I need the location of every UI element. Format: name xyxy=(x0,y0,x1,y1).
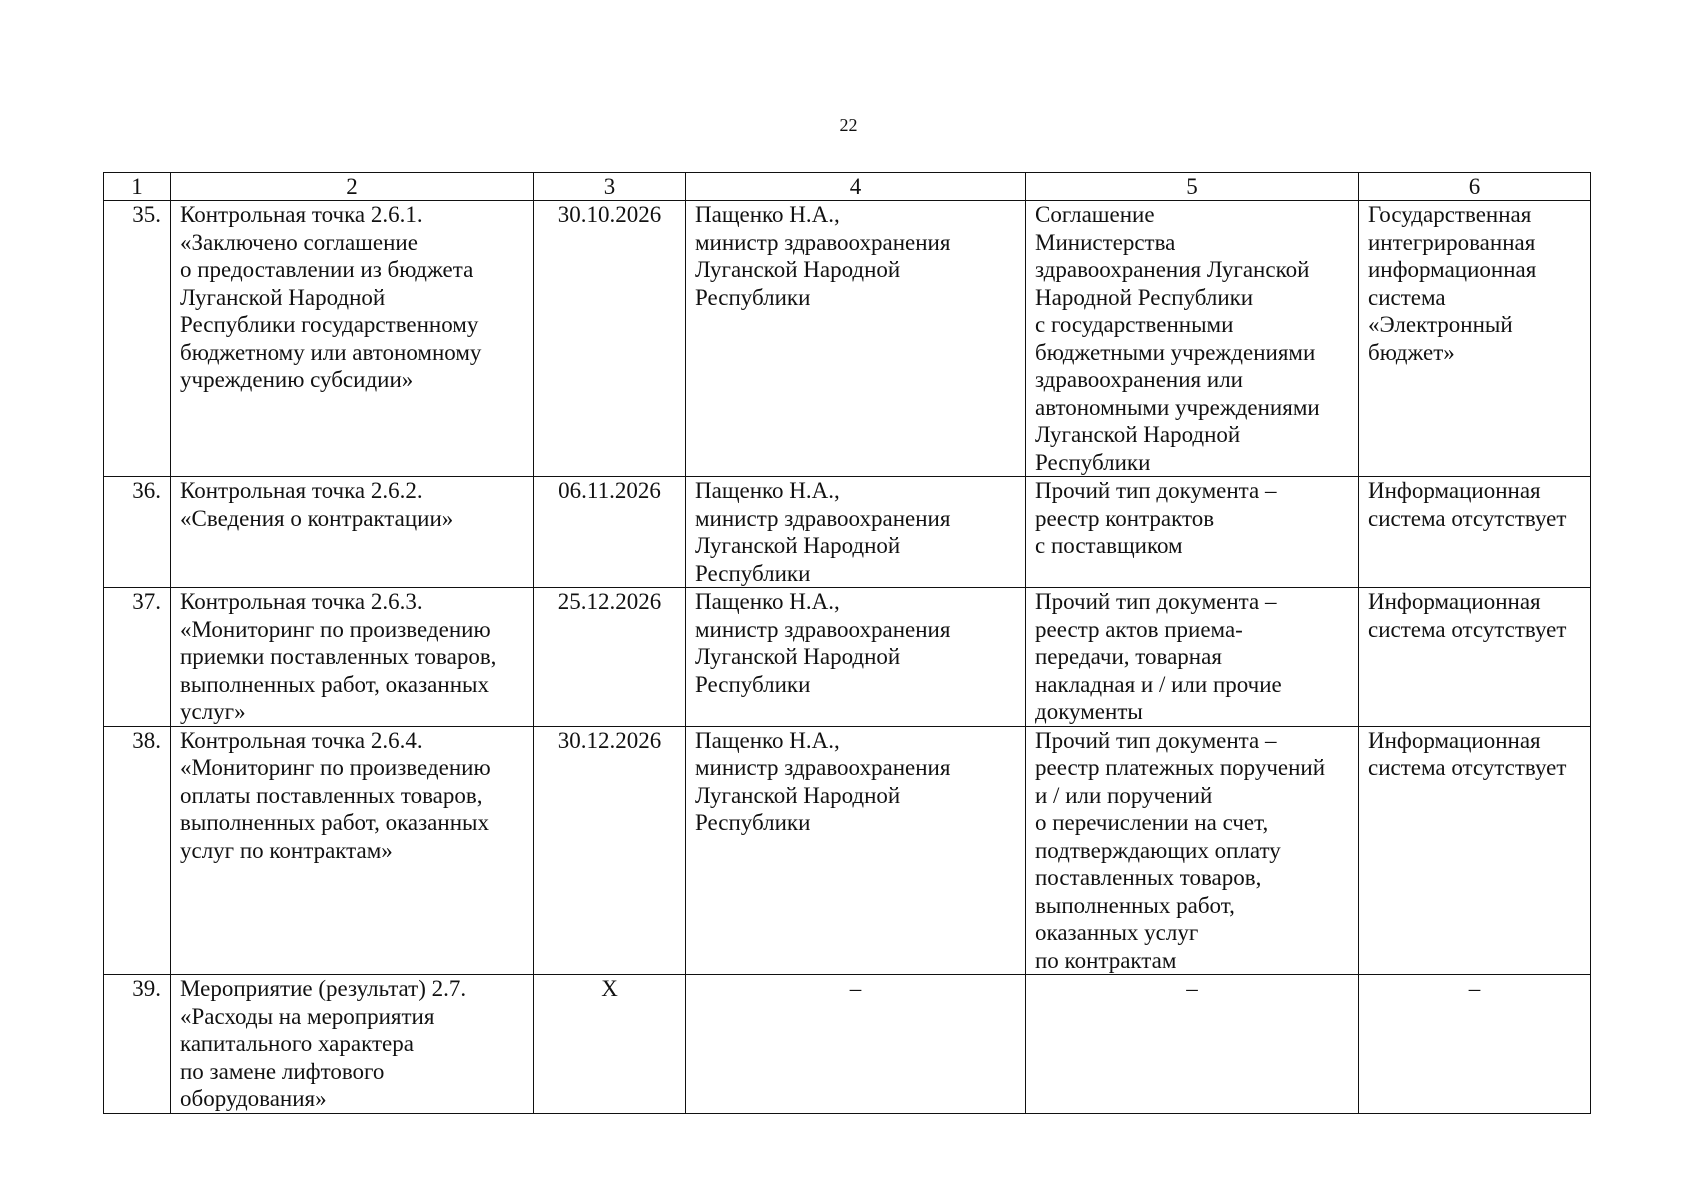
column-header-1: 1 xyxy=(104,173,171,201)
column-header-5: 5 xyxy=(1026,173,1359,201)
row-title: Контрольная точка 2.6.3. «Мониторинг по произведению приемки поставленных товаров, выполненных работ, оказанных услуг» xyxy=(171,588,534,727)
page-number: 22 xyxy=(839,115,858,135)
table-row xyxy=(104,588,1591,727)
row-system: Информационная система отсутствует xyxy=(1359,477,1591,588)
row-system: Информационная система отсутствует xyxy=(1359,726,1591,975)
row-title: Контрольная точка 2.6.2. «Сведения о контрактации» xyxy=(171,477,534,588)
row-document: Прочий тип документа – реестр актов приема- передачи, товарная накладная и / или прочие документы xyxy=(1026,588,1359,727)
row-responsible: Пащенко Н.А., министр здравоохранения Луганской Народной Республики xyxy=(686,201,1026,477)
row-date: 30.10.2026 xyxy=(534,201,686,477)
row-responsible: – xyxy=(686,975,1026,1114)
row-date: X xyxy=(534,975,686,1114)
control-points-table xyxy=(103,172,1591,1114)
table-row xyxy=(104,726,1591,975)
column-header-4: 4 xyxy=(686,173,1026,201)
row-number: 38. xyxy=(104,726,171,975)
row-system: Государственная интегрированная информационная система «Электронный бюджет» xyxy=(1359,201,1591,477)
row-date: 06.11.2026 xyxy=(534,477,686,588)
table-row xyxy=(104,201,1591,477)
row-title: Контрольная точка 2.6.1. «Заключено соглашение о предоставлении из бюджета Луганской Народной Республики государственному бюджетному или автономному учреждению субсидии» xyxy=(171,201,534,477)
table-row xyxy=(104,975,1591,1114)
row-document: – xyxy=(1026,975,1359,1114)
column-header-6: 6 xyxy=(1359,173,1591,201)
row-number: 35. xyxy=(104,201,171,477)
row-responsible: Пащенко Н.А., министр здравоохранения Луганской Народной Республики xyxy=(686,588,1026,727)
row-system: – xyxy=(1359,975,1591,1114)
row-number: 36. xyxy=(104,477,171,588)
row-document: Прочий тип документа – реестр платежных поручений и / или поручений о перечислении на счет, подтверждающих оплату поставленных товаров, выполненных работ, оказанных услуг по контрактам xyxy=(1026,726,1359,975)
row-number: 37. xyxy=(104,588,171,727)
row-document: Соглашение Министерства здравоохранения Луганской Народной Республики с государственными бюджетными учреждениями здравоохранения или автономными учреждениями Луганской Народной Республики xyxy=(1026,201,1359,477)
row-date: 30.12.2026 xyxy=(534,726,686,975)
row-system: Информационная система отсутствует xyxy=(1359,588,1591,727)
column-header-2: 2 xyxy=(171,173,534,201)
table-row xyxy=(104,477,1591,588)
row-title: Мероприятие (результат) 2.7. «Расходы на мероприятия капитального характера по замене лифтового оборудования» xyxy=(171,975,534,1114)
row-date: 25.12.2026 xyxy=(534,588,686,727)
row-number: 39. xyxy=(104,975,171,1114)
table-header-row xyxy=(104,173,1591,201)
row-responsible: Пащенко Н.А., министр здравоохранения Луганской Народной Республики xyxy=(686,477,1026,588)
column-header-3: 3 xyxy=(534,173,686,201)
row-title: Контрольная точка 2.6.4. «Мониторинг по произведению оплаты поставленных товаров, выполненных работ, оказанных услуг по контрактам» xyxy=(171,726,534,975)
row-document: Прочий тип документа – реестр контрактов с поставщиком xyxy=(1026,477,1359,588)
row-responsible: Пащенко Н.А., министр здравоохранения Луганской Народной Республики xyxy=(686,726,1026,975)
